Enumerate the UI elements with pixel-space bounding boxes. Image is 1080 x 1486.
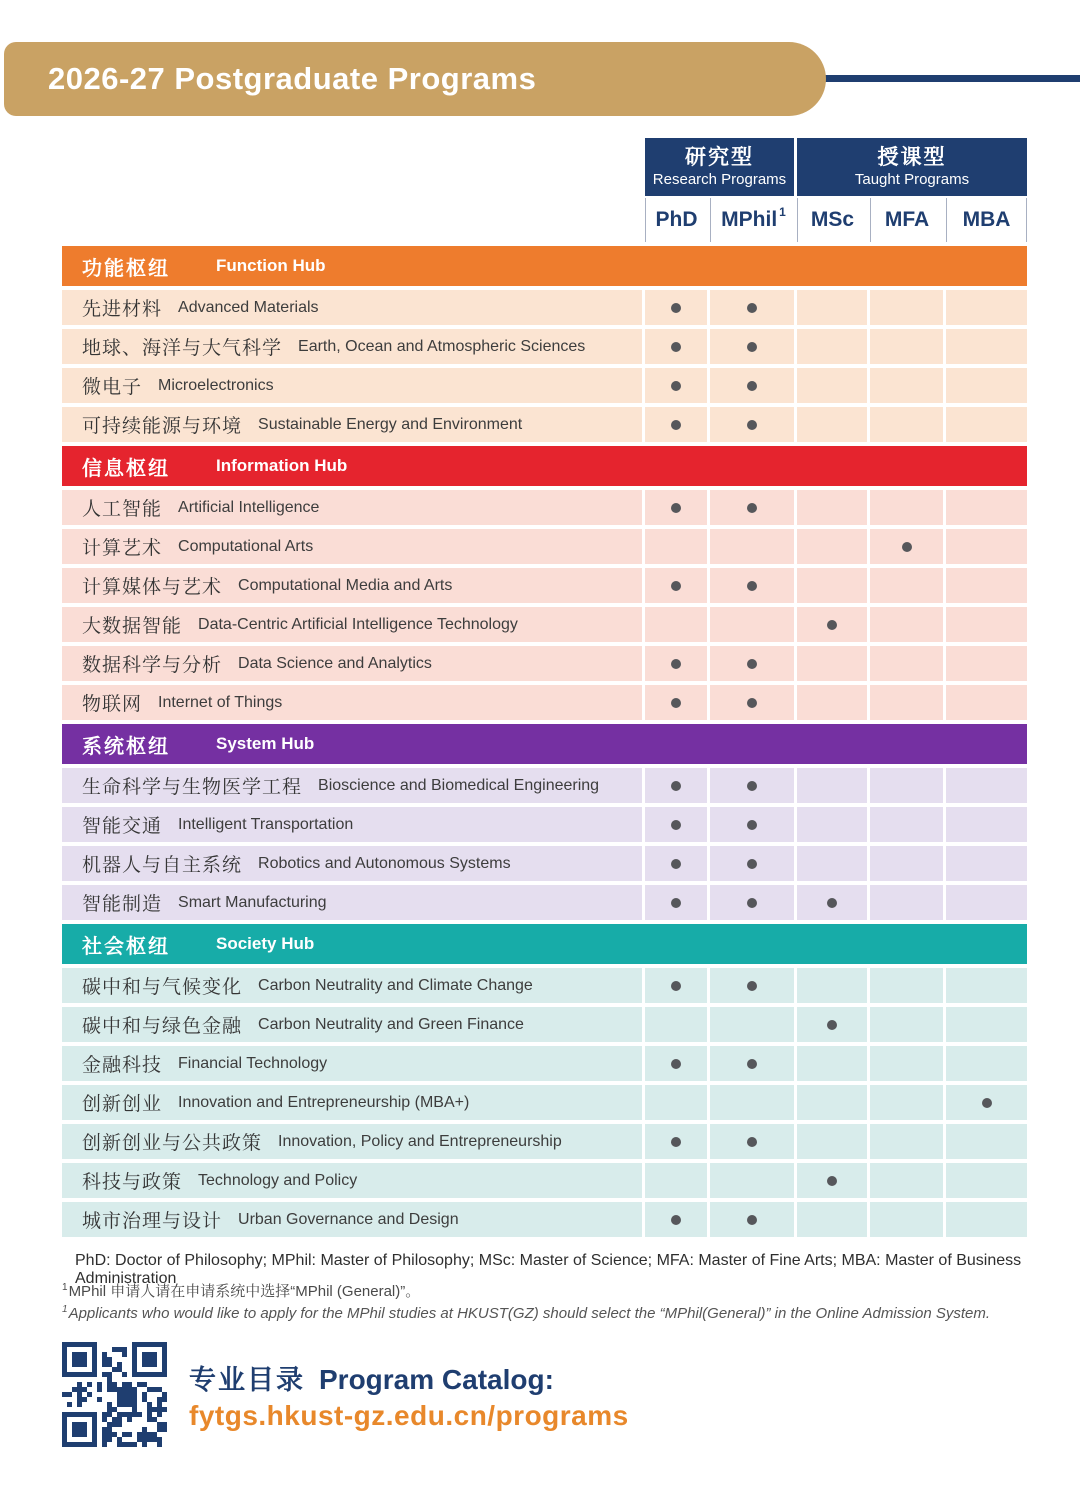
availability-cell-mba bbox=[946, 368, 1027, 403]
availability-dot bbox=[671, 820, 681, 830]
availability-cell-phd bbox=[645, 407, 707, 442]
availability-dot bbox=[747, 420, 757, 430]
program-row bbox=[62, 646, 1027, 681]
availability-cell-mfa bbox=[870, 1163, 943, 1198]
availability-cell-mba bbox=[946, 407, 1027, 442]
availability-cell-phd bbox=[645, 685, 707, 720]
program-row bbox=[62, 1124, 1027, 1159]
availability-dot bbox=[747, 581, 757, 591]
program-row bbox=[62, 768, 1027, 803]
availability-cell-phd bbox=[645, 1124, 707, 1159]
availability-dot bbox=[671, 981, 681, 991]
availability-dot bbox=[747, 898, 757, 908]
program-name-en: Computational Arts bbox=[178, 537, 314, 555]
availability-dot bbox=[747, 781, 757, 791]
program-row bbox=[62, 1007, 1027, 1042]
availability-cell-mba bbox=[946, 807, 1027, 842]
availability-dot bbox=[671, 659, 681, 669]
column-group-taught bbox=[797, 138, 1027, 196]
availability-cell-mba bbox=[946, 1046, 1027, 1081]
section-title-zh: 功能枢纽 bbox=[82, 257, 170, 280]
program-row bbox=[62, 529, 1027, 564]
program-name-zh: 智能制造 bbox=[82, 894, 163, 915]
availability-cell-msc bbox=[797, 968, 867, 1003]
program-name-en: Technology and Policy bbox=[198, 1171, 358, 1189]
program-name-cell bbox=[62, 968, 642, 1003]
availability-dot bbox=[747, 820, 757, 830]
program-row bbox=[62, 568, 1027, 603]
availability-cell-msc bbox=[797, 1202, 867, 1237]
availability-dot bbox=[671, 381, 681, 391]
section-title-en: System Hub bbox=[216, 734, 315, 753]
program-name-zh: 先进材料 bbox=[82, 299, 163, 320]
program-name-en: Artificial Intelligence bbox=[178, 498, 320, 516]
availability-dot bbox=[982, 1098, 992, 1108]
availability-cell-mphil bbox=[710, 968, 794, 1003]
availability-dot bbox=[671, 342, 681, 352]
page-title: 2026-27 Postgraduate Programs bbox=[48, 61, 537, 96]
availability-cell-mba bbox=[946, 607, 1027, 642]
column-header-mba bbox=[946, 198, 1027, 242]
availability-cell-msc bbox=[797, 1163, 867, 1198]
availability-cell-mfa bbox=[870, 1007, 943, 1042]
section-title-zh: 系统枢纽 bbox=[82, 735, 170, 758]
availability-cell-phd bbox=[645, 1163, 707, 1198]
availability-cell-phd bbox=[645, 1046, 707, 1081]
availability-cell-mphil bbox=[710, 1046, 794, 1081]
program-name-cell bbox=[62, 329, 642, 364]
availability-cell-msc bbox=[797, 490, 867, 525]
availability-cell-mphil bbox=[710, 490, 794, 525]
banner-rule bbox=[790, 75, 1080, 82]
availability-cell-phd bbox=[645, 885, 707, 920]
availability-cell-mphil bbox=[710, 1124, 794, 1159]
availability-cell-msc bbox=[797, 685, 867, 720]
availability-dot bbox=[671, 503, 681, 513]
program-row bbox=[62, 807, 1027, 842]
program-row bbox=[62, 407, 1027, 442]
program-name-cell bbox=[62, 368, 642, 403]
availability-dot bbox=[747, 381, 757, 391]
program-row bbox=[62, 968, 1027, 1003]
availability-cell-msc bbox=[797, 607, 867, 642]
program-name-zh: 创新创业 bbox=[82, 1094, 163, 1115]
program-name-en: Bioscience and Biomedical Engineering bbox=[318, 776, 600, 794]
availability-cell-mba bbox=[946, 685, 1027, 720]
program-row bbox=[62, 607, 1027, 642]
availability-cell-mba bbox=[946, 290, 1027, 325]
availability-cell-mphil bbox=[710, 329, 794, 364]
program-name-zh: 地球、海洋与大气科学 bbox=[82, 338, 283, 359]
availability-dot bbox=[827, 898, 837, 908]
availability-dot bbox=[671, 859, 681, 869]
availability-cell-phd bbox=[645, 329, 707, 364]
qr-code-icon bbox=[62, 1342, 167, 1447]
section-header-function-hub bbox=[62, 246, 1027, 286]
availability-cell-msc bbox=[797, 407, 867, 442]
program-name-zh: 城市治理与设计 bbox=[82, 1211, 223, 1232]
program-row bbox=[62, 368, 1027, 403]
program-name-en: Innovation, Policy and Entrepreneurship bbox=[278, 1132, 562, 1150]
availability-cell-phd bbox=[645, 568, 707, 603]
availability-cell-mfa bbox=[870, 368, 943, 403]
availability-cell-mfa bbox=[870, 1124, 943, 1159]
availability-cell-mfa bbox=[870, 568, 943, 603]
column-group-label-en: Research Programs bbox=[652, 170, 787, 188]
availability-cell-mba bbox=[946, 490, 1027, 525]
program-name-zh: 大数据智能 bbox=[82, 616, 183, 637]
availability-cell-mfa bbox=[870, 1202, 943, 1237]
availability-cell-mfa bbox=[870, 768, 943, 803]
program-name-cell bbox=[62, 1202, 642, 1237]
program-name-zh: 计算媒体与艺术 bbox=[82, 577, 223, 598]
program-name-cell bbox=[62, 529, 642, 564]
availability-cell-msc bbox=[797, 807, 867, 842]
column-header-label: MFA bbox=[884, 208, 930, 231]
availability-cell-mphil bbox=[710, 1007, 794, 1042]
availability-cell-mphil bbox=[710, 607, 794, 642]
availability-cell-msc bbox=[797, 1007, 867, 1042]
program-name-en: Sustainable Energy and Environment bbox=[258, 415, 523, 433]
column-header-label: MBA bbox=[962, 208, 1011, 231]
availability-cell-mfa bbox=[870, 846, 943, 881]
availability-dot bbox=[747, 1137, 757, 1147]
availability-cell-mfa bbox=[870, 607, 943, 642]
availability-cell-mba bbox=[946, 1085, 1027, 1120]
column-header-label: MSc bbox=[810, 208, 855, 231]
availability-dot bbox=[747, 1059, 757, 1069]
program-name-cell bbox=[62, 1046, 642, 1081]
program-name-zh: 机器人与自主系统 bbox=[82, 855, 243, 876]
availability-cell-mphil bbox=[710, 885, 794, 920]
program-row bbox=[62, 885, 1027, 920]
program-name-en: Data-Centric Artificial Intelligence Technology bbox=[198, 615, 518, 633]
availability-cell-mphil bbox=[710, 568, 794, 603]
availability-cell-phd bbox=[645, 290, 707, 325]
program-name-en: Innovation and Entrepreneurship (MBA+) bbox=[178, 1093, 470, 1111]
program-name-zh: 碳中和与绿色金融 bbox=[82, 1016, 243, 1037]
column-group-label-zh: 研究型 bbox=[685, 146, 754, 170]
availability-dot bbox=[671, 1059, 681, 1069]
availability-cell-mba bbox=[946, 1007, 1027, 1042]
header-group-row bbox=[62, 138, 1027, 196]
catalog-title-en: Program Catalog: bbox=[319, 1363, 554, 1395]
availability-cell-mfa bbox=[870, 646, 943, 681]
column-group-research bbox=[645, 138, 794, 196]
program-row bbox=[62, 490, 1027, 525]
availability-cell-mphil bbox=[710, 807, 794, 842]
availability-cell-mphil bbox=[710, 768, 794, 803]
section-title-zh: 社会枢纽 bbox=[82, 935, 170, 958]
availability-dot bbox=[827, 1176, 837, 1186]
availability-cell-mba bbox=[946, 329, 1027, 364]
availability-cell-mba bbox=[946, 529, 1027, 564]
availability-cell-mba bbox=[946, 968, 1027, 1003]
availability-cell-mphil bbox=[710, 1202, 794, 1237]
program-row bbox=[62, 290, 1027, 325]
program-name-cell bbox=[62, 1124, 642, 1159]
program-name-cell bbox=[62, 407, 642, 442]
program-name-cell bbox=[62, 885, 642, 920]
availability-cell-msc bbox=[797, 1124, 867, 1159]
column-header-mfa bbox=[870, 198, 943, 242]
footnote-marker: 1 bbox=[62, 1282, 68, 1293]
program-name-en: Computational Media and Arts bbox=[238, 576, 453, 594]
program-name-cell bbox=[62, 846, 642, 881]
program-name-en: Microelectronics bbox=[158, 376, 274, 394]
availability-dot bbox=[747, 303, 757, 313]
degree-legend: PhD: Doctor of Philosophy; MPhil: Master of Philosophy; MSc: Master of Science; MFA: Master of Fine Arts; MBA: Master of Business Administration bbox=[75, 1252, 1022, 1287]
availability-cell-msc bbox=[797, 1046, 867, 1081]
program-name-en: Intelligent Transportation bbox=[178, 815, 354, 833]
availability-cell-phd bbox=[645, 1085, 707, 1120]
availability-cell-mba bbox=[946, 885, 1027, 920]
column-header-mphil bbox=[710, 198, 794, 242]
program-name-zh: 计算艺术 bbox=[82, 538, 163, 559]
availability-cell-mba bbox=[946, 1202, 1027, 1237]
availability-cell-phd bbox=[645, 646, 707, 681]
availability-cell-mfa bbox=[870, 329, 943, 364]
availability-dot bbox=[671, 698, 681, 708]
column-header-label: MPhil bbox=[721, 208, 778, 231]
availability-cell-phd bbox=[645, 529, 707, 564]
program-name-en: Robotics and Autonomous Systems bbox=[258, 854, 511, 872]
program-name-zh: 科技与政策 bbox=[82, 1172, 183, 1193]
program-name-cell bbox=[62, 568, 642, 603]
availability-dot bbox=[671, 898, 681, 908]
availability-cell-msc bbox=[797, 329, 867, 364]
availability-cell-phd bbox=[645, 807, 707, 842]
program-catalog bbox=[62, 1342, 629, 1447]
footnote-en: $^1$Applicants who would like to apply for the MPhil studies at HKUST(GZ) should select the “MPhil(General)” in the Online Admission System. bbox=[62, 1304, 991, 1322]
availability-cell-msc bbox=[797, 368, 867, 403]
availability-cell-msc bbox=[797, 290, 867, 325]
availability-cell-msc bbox=[797, 646, 867, 681]
program-name-zh: 数据科学与分析 bbox=[82, 655, 223, 676]
availability-dot bbox=[747, 981, 757, 991]
availability-dot bbox=[671, 1137, 681, 1147]
section-header-society-hub bbox=[62, 924, 1027, 964]
program-row bbox=[62, 1163, 1027, 1198]
availability-dot bbox=[747, 698, 757, 708]
column-header-label: PhD bbox=[655, 208, 698, 231]
section-title-en: Society Hub bbox=[216, 934, 315, 953]
section-header-system-hub bbox=[62, 724, 1027, 764]
program-name-zh: 人工智能 bbox=[82, 499, 163, 520]
availability-cell-mba bbox=[946, 568, 1027, 603]
program-name-cell bbox=[62, 685, 642, 720]
program-name-cell bbox=[62, 1163, 642, 1198]
availability-cell-msc bbox=[797, 1085, 867, 1120]
program-name-cell bbox=[62, 1085, 642, 1120]
program-name-en: Financial Technology bbox=[178, 1054, 328, 1072]
program-row bbox=[62, 685, 1027, 720]
column-header-footnote-marker: 1 bbox=[779, 205, 786, 219]
availability-cell-phd bbox=[645, 368, 707, 403]
availability-cell-msc bbox=[797, 568, 867, 603]
availability-cell-mfa bbox=[870, 407, 943, 442]
availability-cell-mfa bbox=[870, 490, 943, 525]
footnote-zh: $^1$MPhil 申请人请在申请系统中选择“MPhil (General)”。 bbox=[62, 1282, 421, 1300]
availability-cell-mfa bbox=[870, 685, 943, 720]
catalog-text bbox=[189, 1358, 629, 1432]
table-sections bbox=[62, 246, 1027, 1237]
section-title-zh: 信息枢纽 bbox=[82, 457, 170, 480]
availability-cell-msc bbox=[797, 885, 867, 920]
section-header-information-hub bbox=[62, 446, 1027, 486]
availability-cell-mba bbox=[946, 768, 1027, 803]
program-name-cell bbox=[62, 490, 642, 525]
availability-cell-mba bbox=[946, 646, 1027, 681]
catalog-url-link[interactable]: fytgs.hkust-gz.edu.cn/programs bbox=[189, 1399, 629, 1431]
availability-dot bbox=[747, 503, 757, 513]
program-name-cell bbox=[62, 607, 642, 642]
column-group-label-zh: 授课型 bbox=[877, 146, 947, 170]
availability-dot bbox=[671, 1215, 681, 1225]
program-name-zh: 物联网 bbox=[82, 694, 143, 715]
availability-cell-mfa bbox=[870, 885, 943, 920]
availability-cell-mba bbox=[946, 1163, 1027, 1198]
program-name-zh: 金融科技 bbox=[82, 1055, 163, 1076]
program-name-cell bbox=[62, 768, 642, 803]
availability-dot bbox=[671, 420, 681, 430]
availability-cell-msc bbox=[797, 529, 867, 564]
availability-cell-mphil bbox=[710, 1085, 794, 1120]
availability-dot bbox=[671, 781, 681, 791]
programs-table bbox=[62, 138, 1027, 1241]
availability-cell-mphil bbox=[710, 685, 794, 720]
availability-cell-mphil bbox=[710, 290, 794, 325]
availability-cell-phd bbox=[645, 968, 707, 1003]
program-name-zh: 碳中和与气候变化 bbox=[82, 977, 243, 998]
program-name-zh: 可持续能源与环境 bbox=[82, 416, 243, 437]
availability-cell-phd bbox=[645, 490, 707, 525]
column-header-phd bbox=[645, 198, 707, 242]
availability-dot bbox=[747, 859, 757, 869]
program-name-zh: 微电子 bbox=[82, 377, 143, 398]
availability-cell-phd bbox=[645, 1202, 707, 1237]
program-name-cell bbox=[62, 646, 642, 681]
title-banner bbox=[4, 42, 826, 116]
availability-cell-msc bbox=[797, 846, 867, 881]
header-program-row bbox=[62, 198, 1027, 242]
availability-dot bbox=[827, 620, 837, 630]
availability-cell-mfa bbox=[870, 1085, 943, 1120]
availability-dot bbox=[902, 542, 912, 552]
availability-dot bbox=[671, 581, 681, 591]
availability-cell-mphil bbox=[710, 529, 794, 564]
availability-dot bbox=[827, 1020, 837, 1030]
availability-cell-phd bbox=[645, 1007, 707, 1042]
availability-cell-phd bbox=[645, 768, 707, 803]
program-row bbox=[62, 846, 1027, 881]
availability-cell-mphil bbox=[710, 368, 794, 403]
availability-cell-mba bbox=[946, 1124, 1027, 1159]
program-name-en: Internet of Things bbox=[158, 693, 283, 711]
program-name-en: Carbon Neutrality and Climate Change bbox=[258, 976, 533, 994]
availability-cell-phd bbox=[645, 846, 707, 881]
program-row bbox=[62, 1046, 1027, 1081]
program-name-cell bbox=[62, 290, 642, 325]
availability-cell-mfa bbox=[870, 290, 943, 325]
availability-dot bbox=[747, 342, 757, 352]
program-row bbox=[62, 1085, 1027, 1120]
availability-cell-mphil bbox=[710, 646, 794, 681]
footnote-marker: 1 bbox=[62, 1304, 68, 1315]
availability-dot bbox=[747, 1215, 757, 1225]
program-row bbox=[62, 1202, 1027, 1237]
availability-cell-mfa bbox=[870, 968, 943, 1003]
section-title-en: Information Hub bbox=[216, 456, 348, 475]
column-group-label-en: Taught Programs bbox=[854, 170, 970, 188]
program-name-en: Earth, Ocean and Atmospheric Sciences bbox=[298, 337, 586, 355]
program-row bbox=[62, 329, 1027, 364]
program-name-en: Carbon Neutrality and Green Finance bbox=[258, 1015, 524, 1033]
program-name-zh: 智能交通 bbox=[82, 816, 163, 837]
catalog-title-zh: 专业目录 bbox=[189, 1364, 305, 1395]
column-header-msc bbox=[797, 198, 867, 242]
program-name-cell bbox=[62, 1007, 642, 1042]
availability-cell-mfa bbox=[870, 1046, 943, 1081]
program-name-en: Advanced Materials bbox=[178, 298, 319, 316]
availability-cell-mphil bbox=[710, 407, 794, 442]
availability-cell-mfa bbox=[870, 529, 943, 564]
availability-dot bbox=[747, 659, 757, 669]
program-name-zh: 创新创业与公共政策 bbox=[82, 1133, 263, 1154]
program-name-cell bbox=[62, 807, 642, 842]
program-name-en: Data Science and Analytics bbox=[238, 654, 432, 672]
program-name-en: Smart Manufacturing bbox=[178, 893, 327, 911]
section-title-en: Function Hub bbox=[216, 256, 326, 275]
availability-cell-mphil bbox=[710, 846, 794, 881]
availability-cell-phd bbox=[645, 607, 707, 642]
availability-dot bbox=[671, 303, 681, 313]
availability-cell-mfa bbox=[870, 807, 943, 842]
catalog-title bbox=[189, 1358, 629, 1397]
availability-cell-msc bbox=[797, 768, 867, 803]
program-name-en: Urban Governance and Design bbox=[238, 1210, 459, 1228]
availability-cell-mphil bbox=[710, 1163, 794, 1198]
availability-cell-mba bbox=[946, 846, 1027, 881]
program-name-zh: 生命科学与生物医学工程 bbox=[82, 777, 303, 798]
